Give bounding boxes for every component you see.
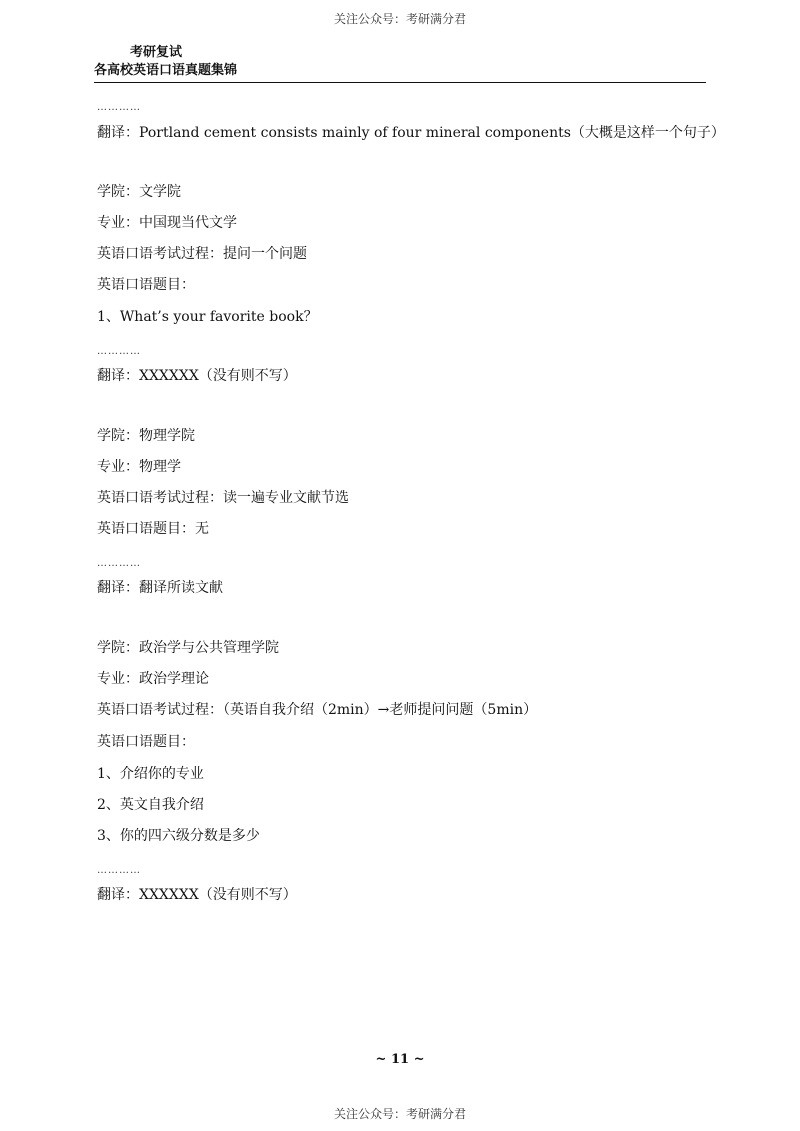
school-line: 学院：文学院	[97, 184, 181, 200]
questions-heading: 英语口语题目：	[97, 734, 195, 750]
major-line: 专业：物理学	[97, 459, 181, 475]
ellipsis-line: …………	[97, 346, 141, 357]
exam-process-line: 英语口语考试过程：（英语自我介绍（2min）→老师提问问题（5min）	[97, 702, 538, 718]
ellipsis-line: …………	[97, 558, 141, 569]
page-number: ~ 11 ~	[375, 1052, 425, 1067]
ellipsis-line: …………	[97, 865, 141, 876]
question-item: 3、你的四六级分数是多少	[97, 828, 260, 844]
translation-line: 翻译：Portland cement consists mainly of four mineral components（大概是这样一个句子）	[97, 125, 725, 141]
exam-process-line: 英语口语考试过程：提问一个问题	[97, 246, 307, 262]
translation-line: 翻译：XXXXXX（没有则不写）	[97, 368, 297, 384]
translation-line: 翻译：翻译所读文献	[97, 580, 223, 596]
question-item: 1、介绍你的专业	[97, 766, 204, 782]
major-line: 专业：中国现当代文学	[97, 215, 237, 231]
school-line: 学院：政治学与公共管理学院	[97, 640, 279, 656]
ellipsis-line: …………	[97, 102, 141, 113]
question-item: 1、What’s your favorite book？	[97, 309, 318, 325]
header-title: 考研复试	[130, 45, 183, 60]
header-rule	[94, 82, 706, 83]
translation-line: 翻译：XXXXXX（没有则不写）	[97, 887, 297, 903]
major-line: 专业：政治学理论	[97, 671, 209, 687]
questions-heading: 英语口语题目：无	[97, 521, 209, 537]
document-header	[94, 44, 706, 83]
questions-heading: 英语口语题目：	[97, 277, 195, 293]
exam-process-line: 英语口语考试过程：读一遍专业文献节选	[97, 490, 349, 506]
bottom-note: 关注公众号：考研满分君	[333, 1107, 466, 1121]
school-line: 学院：物理学院	[97, 428, 195, 444]
top-note: 关注公众号：考研满分君	[333, 12, 466, 26]
header-subtitle: 各高校英语口语真题集锦	[94, 63, 238, 78]
question-item: 2、英文自我介绍	[97, 797, 204, 813]
